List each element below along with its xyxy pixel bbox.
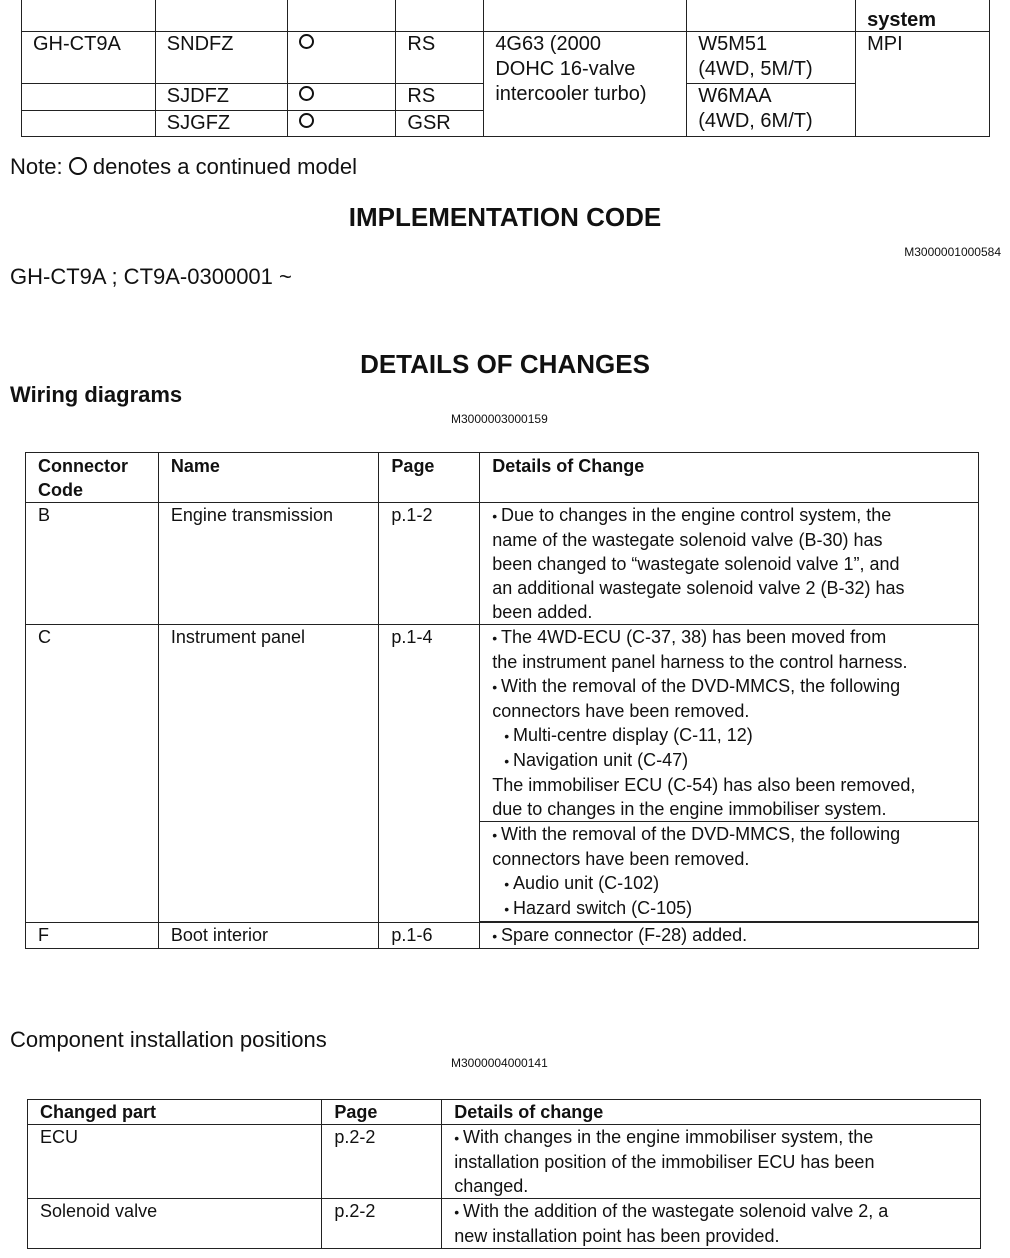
type-code: SJDFZ [155,84,287,111]
wiring-table-header-row [26,453,979,503]
changed-part: Solenoid valve [28,1199,322,1249]
component-changes-table [27,1099,981,1249]
model-table-header-row [22,0,990,32]
model-table [21,0,990,137]
continued-model-icon [299,34,314,49]
wiring-diagrams-subheading: Wiring diagrams [10,382,183,407]
connector-name: Boot interior [158,922,379,949]
table-row [26,503,979,625]
connector-code: B [26,503,159,625]
header-details: Details of change [442,1100,981,1125]
trim: RS [396,84,484,111]
implementation-ref-code: M3000001000584 [904,245,1001,259]
change-details: • Spare connector (F-28) added. [480,922,979,949]
table-row [26,625,979,822]
implementation-value: GH-CT9A ; CT9A-0300001 ~ [10,264,292,289]
header-fuel-system: system [856,0,990,32]
table-row [28,1125,981,1199]
model-code [22,111,156,137]
header-page: Page [379,453,480,503]
continued-model-icon [299,86,314,101]
header-details: Details of Change [480,453,979,503]
component-table-header-row [28,1100,981,1125]
implementation-heading: IMPLEMENTATION CODE [348,202,662,232]
change-details: • With the addition of the wastegate solenoid valve 2, a new installation point has been provided. [442,1199,981,1249]
connector-name: Engine transmission [158,503,379,625]
transmission-cell: W6MAA (4WD, 6M/T) [687,84,856,137]
table-row [26,922,979,949]
connector-name: Instrument panel [158,625,379,923]
header-changed-part: Changed part [28,1100,322,1125]
page-ref: p.2-2 [322,1199,442,1249]
trim: GSR [396,111,484,137]
transmission-cell: W5M51 (4WD, 5M/T) [687,32,856,84]
engine-cell: 4G63 (2000 DOHC 16-valve intercooler turbo) [484,32,687,137]
continued-model-icon [69,157,87,175]
connector-code: F [26,922,159,949]
page-ref: p.2-2 [322,1125,442,1199]
continued-model-icon [299,113,314,128]
wiring-changes-table [25,452,979,949]
wiring-ref-code: M3000003000159 [451,412,548,426]
continued-model-note: Note: denotes a continued model [10,154,358,179]
type-code: SJGFZ [155,111,287,137]
model-code [22,84,156,111]
header-page: Page [322,1100,442,1125]
model-code: GH-CT9A [22,32,156,84]
table-row [22,32,990,84]
component-ref-code: M3000004000141 [451,1056,548,1070]
change-details: • Due to changes in the engine control system, the name of the wastegate solenoid valve (B-30) has been changed to “wastegate solenoid valve 1”, and an additional wastegate solenoid valve 2 (B-32) has been added. [480,503,979,625]
page-ref: p.1-4 [379,625,480,923]
fuel-system-cell: MPI [856,32,990,137]
header-name: Name [158,453,379,503]
connector-code: C [26,625,159,923]
page-ref: p.1-6 [379,922,480,949]
details-heading: DETAILS OF CHANGES [360,349,650,379]
trim: RS [396,32,484,84]
component-positions-heading: Component installation positions [10,1027,327,1052]
changed-part: ECU [28,1125,322,1199]
table-row [28,1199,981,1249]
change-details: • With changes in the engine immobiliser system, the installation position of the immobiliser ECU has been changed. [442,1125,981,1199]
header-connector-code: Connector Code [26,453,159,503]
page-ref: p.1-2 [379,503,480,625]
type-code: SNDFZ [155,32,287,84]
change-details: • The 4WD-ECU (C-37, 38) has been moved from the instrument panel harness to the control harness. • With the removal of the DVD-MMCS, the following connectors have been removed. • Multi-centre display (C-11, 12) • Navigation unit (C-47) The immobiliser ECU (C-54) has also been removed, due to changes in the engine immobiliser system. [480,625,979,822]
change-details: • With the removal of the DVD-MMCS, the following connectors have been removed. • Audio unit (C-102) • Hazard switch (C-105) [480,822,979,923]
